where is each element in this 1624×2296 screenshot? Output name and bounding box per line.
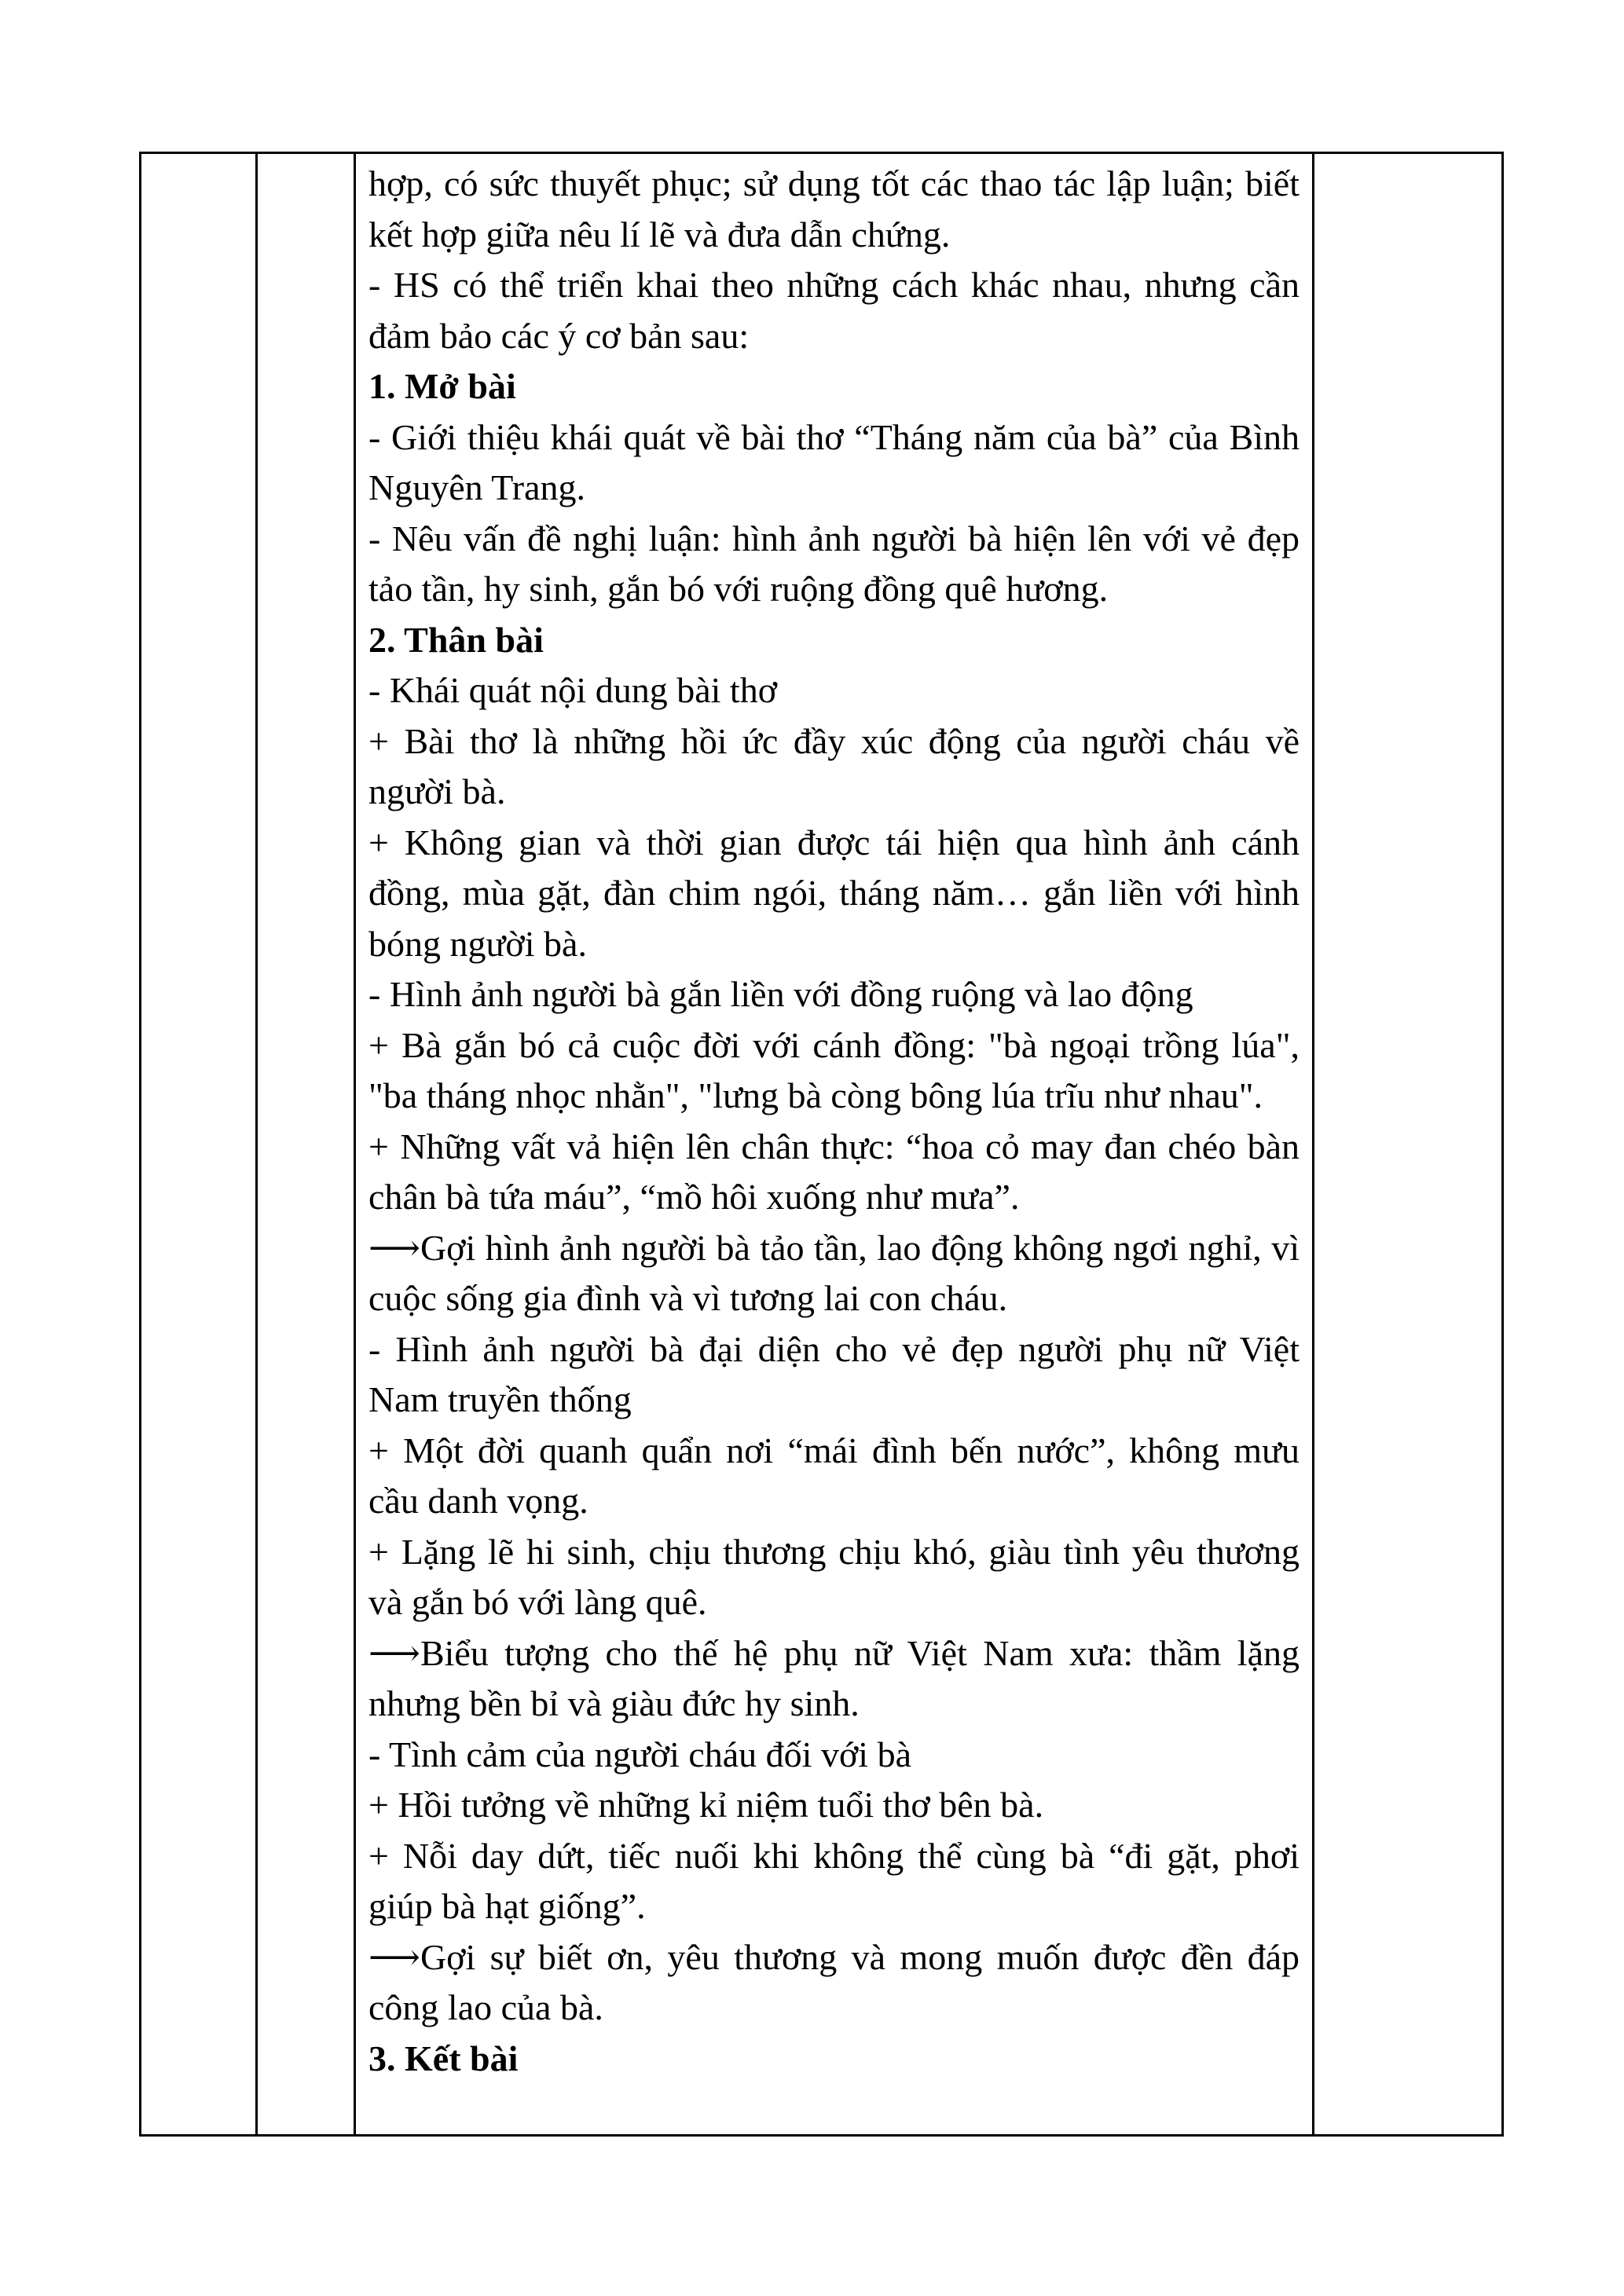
paragraph: ⟶Gợi sự biết ơn, yêu thương và mong muốn được đền đáp công lao của bà. xyxy=(368,1936,1300,2027)
paragraph: ⟶Gợi hình ảnh người bà tảo tần, lao động không ngơi nghỉ, vì cuộc sống gia đình và vì tương lai con cháu. xyxy=(368,1227,1300,1318)
paragraph: - Khái quát nội dung bài thơ xyxy=(368,670,778,710)
question-number-cell xyxy=(141,153,257,2136)
table-row xyxy=(141,153,1503,2136)
paragraph: - Giới thiệu khái quát về bài thơ “Tháng năm của bà” của Bình Nguyên Trang. xyxy=(368,416,1300,507)
part-cell xyxy=(257,153,355,2136)
section-heading-body: 2. Thân bài xyxy=(368,619,544,660)
paragraph: + Lặng lẽ hi sinh, chịu thương chịu khó, giàu tình yêu thương và gắn bó với làng quê. xyxy=(368,1531,1300,1622)
paragraph: + Không gian và thời gian được tái hiện qua hình ảnh cánh đồng, mùa gặt, đàn chim ngói, tháng năm… gắn liền với hình bóng người bà. xyxy=(368,822,1300,964)
score-cell xyxy=(1314,153,1503,2136)
paragraph: - Nêu vấn đề nghị luận: hình ảnh người bà hiện lên với vẻ đẹp tảo tần, hy sinh, gắn bó với ruộng đồng quê hương. xyxy=(368,518,1300,609)
paragraph: + Bà gắn bó cả cuộc đời với cánh đồng: "bà ngoại trồng lúa", "ba tháng nhọc nhằn", "lưng bà còng bông lúa trĩu như nhau". xyxy=(368,1024,1300,1115)
answer-content xyxy=(356,154,1312,2084)
paragraph: - Hình ảnh người bà gắn liền với đồng ruộng và lao động xyxy=(368,974,1193,1014)
paragraph: - Tình cảm của người cháu đối với bà xyxy=(368,1734,911,1774)
paragraph: - HS có thể triển khai theo những cách khác nhau, nhưng cần đảm bảo các ý cơ bản sau: xyxy=(368,265,1300,356)
paragraph: + Hồi tưởng về những kỉ niệm tuổi thơ bên bà. xyxy=(368,1785,1044,1825)
paragraph: ⟶Biểu tượng cho thế hệ phụ nữ Việt Nam xưa: thầm lặng nhưng bền bỉ và giàu đức hy sinh. xyxy=(368,1632,1300,1723)
paragraph: + Những vất vả hiện lên chân thực: “hoa cỏ may đan chéo bàn chân bà tứa máu”, “mồ hôi xuống như mưa”. xyxy=(368,1126,1300,1217)
paragraph: + Một đời quanh quẩn nơi “mái đình bến nước”, không mưu cầu danh vọng. xyxy=(368,1430,1300,1521)
answer-content-cell xyxy=(355,153,1314,2136)
answer-table xyxy=(139,152,1504,2137)
paragraph: + Bài thơ là những hồi ức đầy xúc động của người cháu về người bà. xyxy=(368,720,1300,811)
paragraph: - Hình ảnh người bà đại diện cho vẻ đẹp người phụ nữ Việt Nam truyền thống xyxy=(368,1328,1300,1419)
paragraph: + Nỗi day dứt, tiếc nuối khi không thể cùng bà “đi gặt, phơi giúp bà hạt giống”. xyxy=(368,1835,1300,1926)
paragraph: hợp, có sức thuyết phục; sử dụng tốt các thao tác lập luận; biết kết hợp giữa nêu lí lẽ và đưa dẫn chứng. xyxy=(368,163,1300,255)
section-heading-conclusion: 3. Kết bài xyxy=(368,2038,519,2078)
section-heading-intro: 1. Mở bài xyxy=(368,366,516,406)
